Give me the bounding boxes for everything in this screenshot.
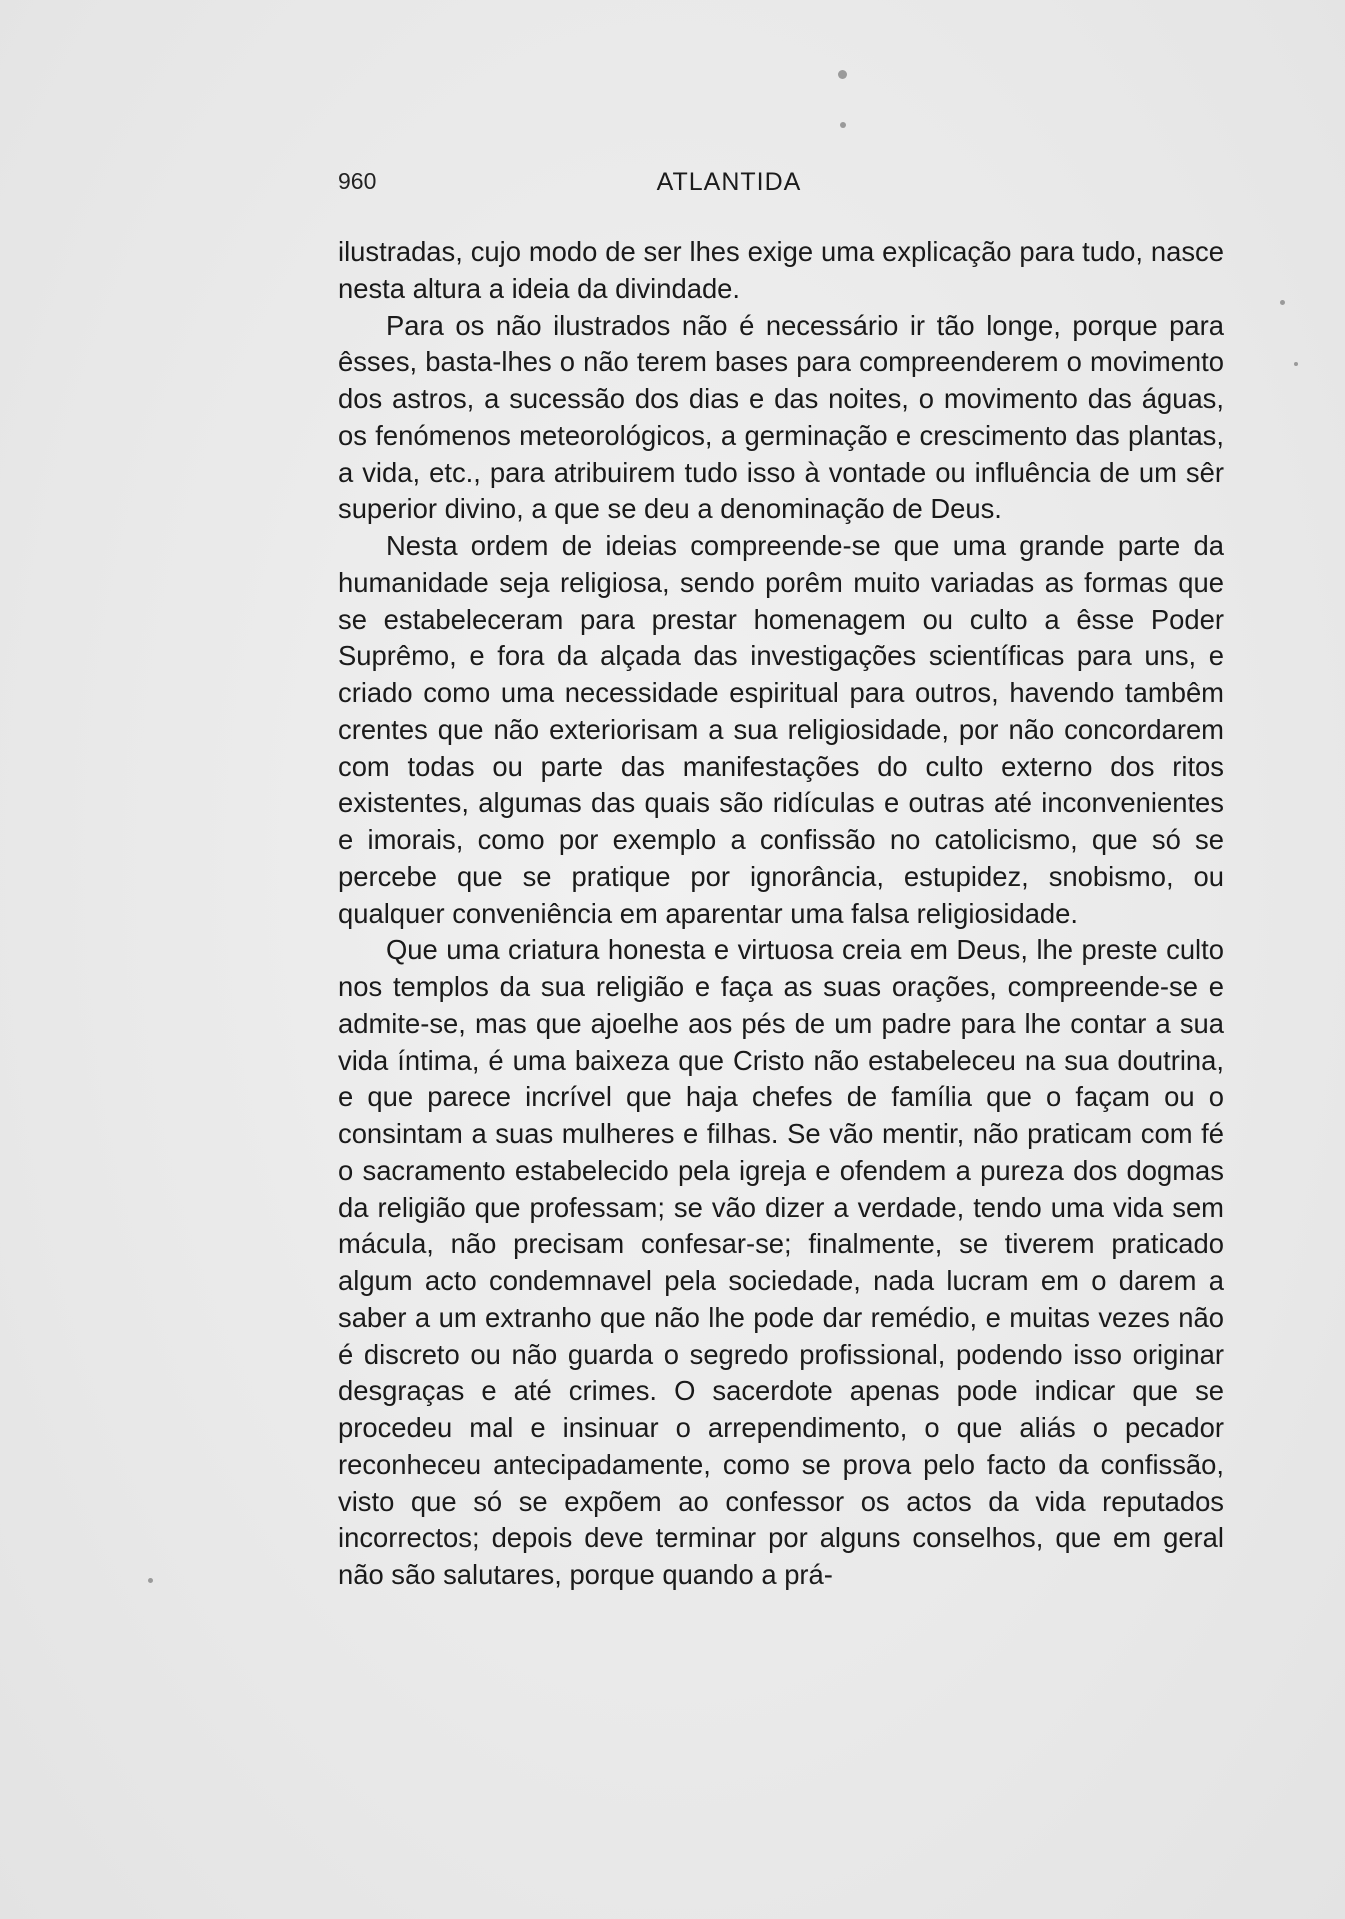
paragraph: Para os não ilustrados não é necessário ir tão longe, porque para êsses, basta-lhes o não terem bases para compreenderem o movimento dos astros, a sucessão dos dias e das noites, o movimento das águas, os fenómenos meteorológicos, a germinação e crescimento das plantas, a vida, etc., para atribuirem tudo isso à vontade ou influência de um sêr superior divino, a que se deu a denominação de Deus. xyxy=(338,309,1224,525)
paragraph: ilustradas, cujo modo de ser lhes exige uma explicação para tudo, nasce nesta altura a ideia da divindade. xyxy=(338,236,1224,304)
paper-speck xyxy=(840,122,846,128)
paper-speck xyxy=(838,70,847,79)
page-header xyxy=(338,168,1120,208)
body-text xyxy=(338,234,1224,1594)
page-number: 960 xyxy=(338,168,377,194)
paper-speck xyxy=(1280,300,1285,305)
paper-speck xyxy=(1294,362,1298,366)
running-title: ATLANTIDA xyxy=(656,168,802,196)
paragraph: Que uma criatura honesta e virtuosa creia em Deus, lhe preste culto nos templos da sua religião e faça as suas orações, compreende-se e admite-se, mas que ajoelhe aos pés de um padre para lhe contar a sua vida íntima, é uma baixeza que Cristo não estabeleceu na sua doutrina, e que parece incrível que haja chefes de família que o façam ou o consintam a suas mulheres e filhas. Se vão mentir, não praticam com fé o sacramento estabelecido pela igreja e ofendem a pureza dos dogmas da religião que professam; se vão dizer a verdade, tendo uma vida sem mácula, não precisam confesar-se; finalmente, se tiverem praticado algum acto condemnavel pela sociedade, nada lucram em o darem a saber a um extranho que não lhe pode dar remédio, e muitas vezes não é discreto ou não guarda o segredo profissional, podendo isso originar desgraças e até crimes. O sacerdote apenas pode indicar que se procedeu mal e insinuar o arrependimento, o que aliás o pecador reconheceu antecipadamente, como se prova pelo facto da confissão, visto que só se expõem ao confessor os actos da vida reputados incorrectos; depois deve terminar por alguns conselhos, que em geral não são salutares, porque quando a prá- xyxy=(338,934,1224,1590)
paragraph: Nesta ordem de ideias compreende-se que uma grande parte da humanidade seja religiosa, sendo porêm muito variadas as formas que se estabeleceram para prestar homenagem ou culto a êsse Poder Suprêmo, e fora da alçada das investigações scientíficas para uns, e criado como uma necessidade espiritual para outros, havendo tambêm crentes que não exteriorisam a sua religiosidade, por não concordarem com todas ou parte das manifestações do culto externo dos ritos existentes, algumas das quais são ridículas e outras até inconvenientes e imorais, como por exemplo a confissão no catolicismo, que só se percebe que se pratique por ignorância, estupidez, snobismo, ou qualquer conveniência em aparentar uma falsa religiosidade. xyxy=(338,530,1224,929)
paper-speck xyxy=(148,1578,153,1583)
